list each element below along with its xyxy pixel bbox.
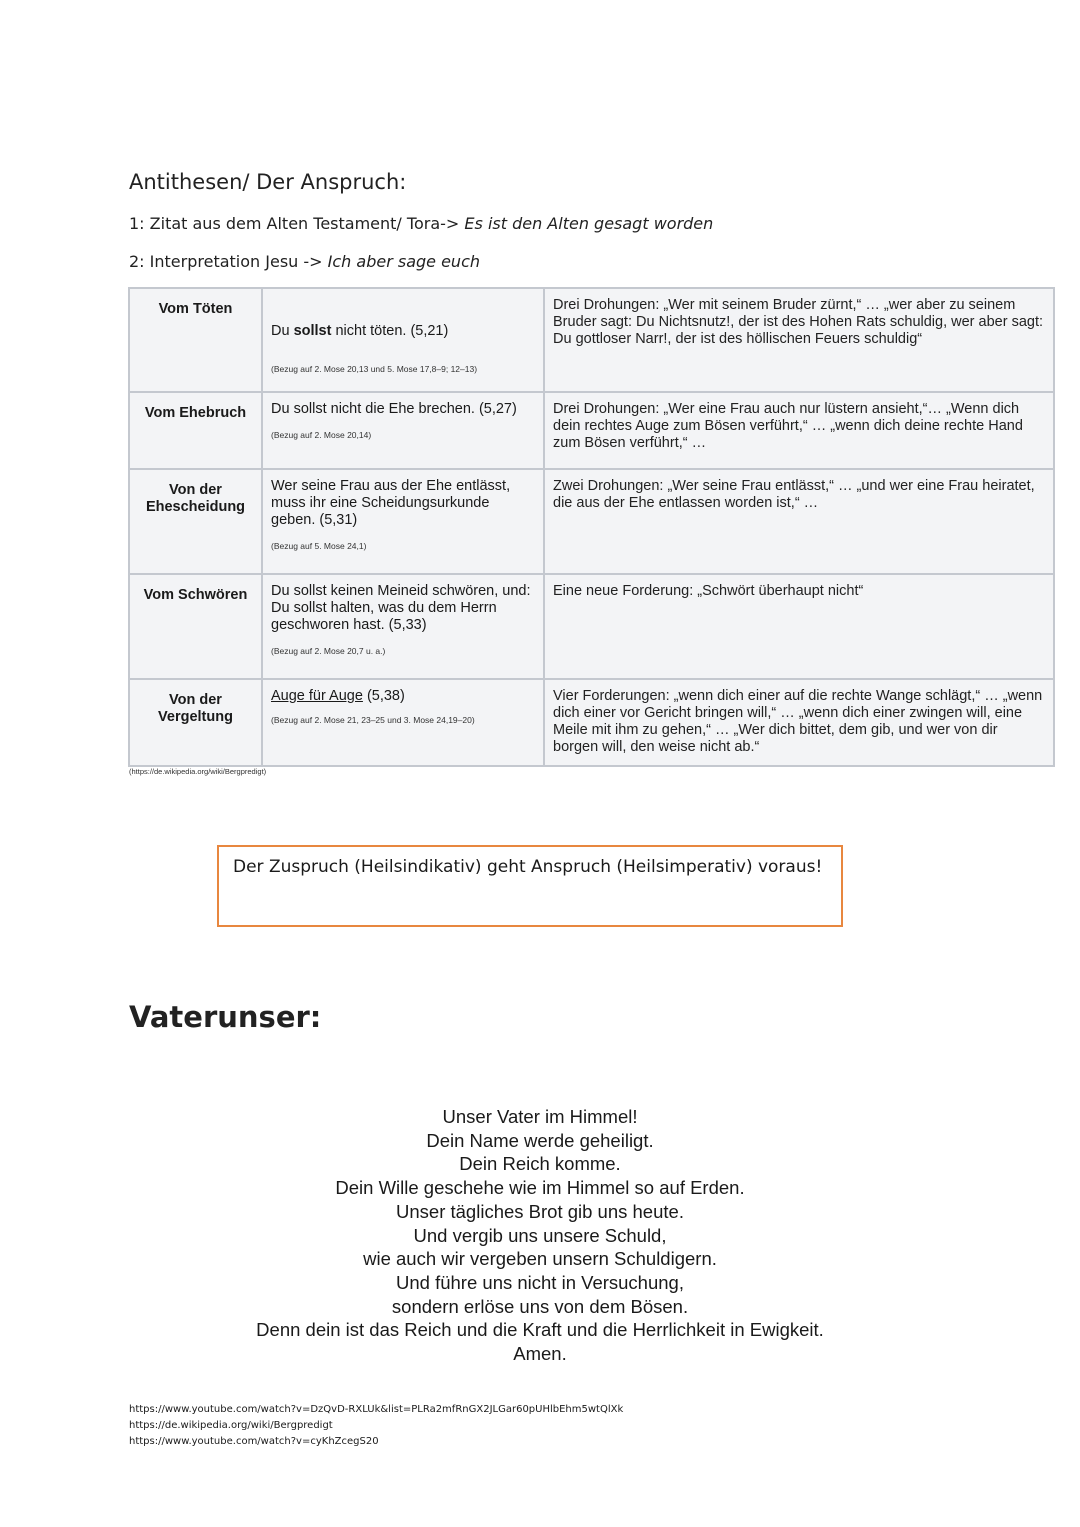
table-row [129,392,1054,469]
prayer-line: sondern erlöse uns von dem Bösen. [391,1295,689,1317]
command-cell [262,288,544,392]
command-cell [262,469,544,574]
prayer-line: Unser Vater im Himmel! [442,1106,638,1127]
topic-cell: Von der Vergeltung [129,679,262,766]
prayer-line: Dein Wille geschehe wie im Himmel so auf Erden. [335,1177,745,1199]
antithesen-table [128,287,1055,767]
topic-cell: Vom Töten [129,288,262,392]
table-source: (https://de.wikipedia.org/wiki/Bergpredigt) [129,767,267,776]
section-title-antithesen: Antithesen/ Der Anspruch: [129,170,407,194]
command-text: Du sollst keinen Meineid schwören, und: Du sollst halten, was du dem Herrn geschworen hast. (5,33) [271,583,531,633]
command-cell [262,574,544,679]
demand-cell: Vier Forderungen: „wenn dich einer auf die rechte Wange schlägt,“ … „wenn dich einer vor Gericht bringen will,“ … „wenn dich einer zwingen will, eine Meile mit ihm zu gehen,“ … „Wer dich bittet, dem gib, und wer von dir borgen will, den weise nicht ab.“ [544,679,1054,766]
command-text [271,688,535,705]
table-row [129,679,1054,766]
prayer-line: Amen. [513,1343,567,1365]
command-cell [262,679,544,766]
command-text [271,323,535,340]
command-cell [262,392,544,469]
definition-line-2 [129,252,480,271]
auge-fuer-auge-link[interactable]: Auge für Auge [271,688,363,704]
topic-cell: Vom Schwören [129,574,262,679]
source-link[interactable]: https://www.youtube.com/watch?v=DzQvD-RXLUk&list=PLRa2mfRnGX2JLGar60pUHlbEhm5wtQlXk [129,1404,624,1415]
demand-cell: Drei Drohungen: „Wer eine Frau auch nur lüstern ansieht,“… „Wenn dich dein rechtes Auge zum Bösen verführt,“ … „wenn dich deine rechte Hand zum Bösen verführt,“ … [544,392,1054,469]
bible-reference: (Bezug auf 2. Mose 21, 23–25 und 3. Mose 24,19–20) [271,715,475,725]
command-text-part: (5,38) [362,688,405,704]
prayer-line: Und vergib uns unsere Schuld, [413,1224,667,1246]
section-title-vaterunser: Vaterunser: [129,1000,322,1034]
prayer-line: wie auch wir vergeben unsern Schuldigern. [363,1248,717,1270]
prayer-line: Dein Reich komme. [459,1153,621,1175]
command-text-part: nicht töten. (5,21) [331,323,449,339]
vaterunser-prayer [140,1105,940,1366]
bible-reference: (Bezug auf 2. Mose 20,13 und 5. Mose 17,8–9; 12–13) [271,364,478,374]
definition-line-2-prefix: 2: Interpretation Jesu -> [129,252,328,271]
definition-line-1-emphasis: Es ist den Alten gesagt worden [464,214,714,233]
source-link[interactable]: https://de.wikipedia.org/wiki/Bergpredigt [129,1420,333,1431]
demand-cell: Zwei Drohungen: „Wer seine Frau entlässt,“ … „und wer eine Frau heiratet, die aus der Ehe entlassen worden ist,“ … [544,469,1054,574]
table-row [129,469,1054,574]
table-row [129,288,1054,392]
prayer-line: Denn dein ist das Reich und die Kraft und die Herrlichkeit in Ewigkeit. [256,1319,824,1341]
bible-reference: (Bezug auf 5. Mose 24,1) [271,541,367,551]
bible-reference: (Bezug auf 2. Mose 20,7 u. a.) [271,646,386,656]
command-text: Du sollst nicht die Ehe brechen. (5,27) [271,401,517,417]
command-text: Wer seine Frau aus der Ehe entlässt, muss ihr eine Scheidungsurkunde geben. (5,31) [271,478,511,528]
prayer-line: Unser tägliches Brot gib uns heute. [396,1200,684,1222]
zuspruch-box [217,845,843,927]
table-row [129,574,1054,679]
topic-cell: Vom Ehebruch [129,392,262,469]
definition-line-1 [129,214,713,233]
prayer-line: Dein Name werde geheiligt. [426,1129,654,1151]
topic-cell: Von der Ehescheidung [129,469,262,574]
demand-cell: Eine neue Forderung: „Schwört überhaupt nicht“ [544,574,1054,679]
command-text-part: Du [271,323,294,339]
definition-line-2-emphasis: Ich aber sage euch [327,252,480,271]
demand-cell: Drei Drohungen: „Wer mit seinem Bruder zürnt,“ … „wer aber zu seinem Bruder sagt: Du Nichtsnutz!, der ist des Hohen Rats schuldig, wer aber sagt: Du gottloser Narr!, der ist des höllischen Feuers schuldig“ [544,288,1054,392]
command-text-bold: sollst [293,323,332,339]
source-links [129,1402,623,1450]
definition-line-1-prefix: 1: Zitat aus dem Alten Testament/ Tora-> [129,214,465,233]
bible-reference: (Bezug auf 2. Mose 20,14) [271,430,372,440]
source-link[interactable]: https://www.youtube.com/watch?v=cyKhZcegS20 [129,1436,379,1447]
prayer-line: Und führe uns nicht in Versuchung, [396,1271,684,1293]
zuspruch-text: Der Zuspruch (Heilsindikativ) geht Anspruch (Heilsimperativ) voraus! [233,857,823,877]
